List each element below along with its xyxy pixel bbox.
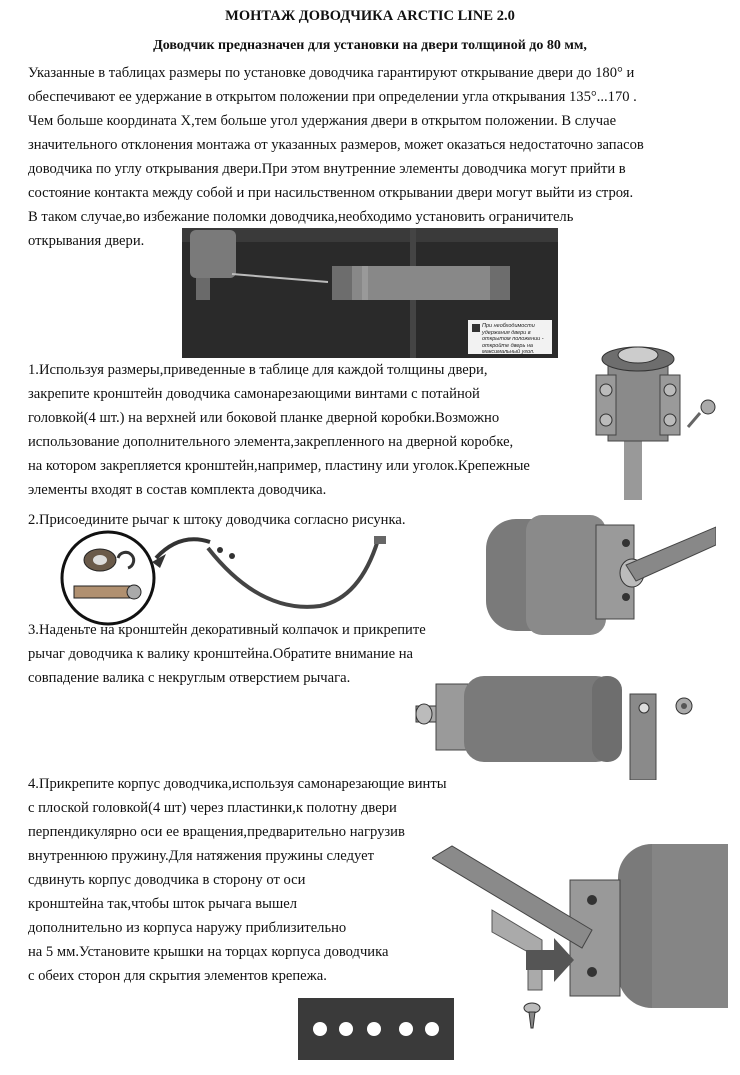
mounting-plate bbox=[298, 998, 454, 1060]
step1-line: на котором закрепляется кронштейн,например, пластину или уголок.Крепежные bbox=[28, 458, 530, 474]
intro-line: доводчика по углу открывания двери.При этом внутренние элементы доводчика могут прийти в bbox=[28, 161, 626, 177]
closer-body-mount-photo bbox=[432, 840, 728, 1010]
step4-line: 4.Прикрепите корпус доводчика,используя самонарезающие винты bbox=[28, 776, 447, 792]
page-title: МОНТАЖ ДОВОДЧИКА ARCTIC LINE 2.0 bbox=[225, 8, 515, 24]
intro-line: Чем больше координата Х,тем больше угол удержания двери в открытом положении. В случае bbox=[28, 113, 617, 129]
step3-line: совпадение валика с некруглым отверстием рычага. bbox=[28, 670, 351, 686]
intro-line: значительного отклонения монтажа от указанных размеров, может оказаться недостаточно запасов bbox=[28, 137, 644, 153]
intro-line: Указанные в таблицах размеры по установке доводчика гарантируют открывание двери до 180° и bbox=[28, 65, 635, 81]
step2-line: 2.Присоедините рычаг к штоку доводчика согласно рисунка. bbox=[28, 512, 406, 528]
intro-line: открывания двери. bbox=[28, 233, 145, 249]
step3-line: 3.Наденьте на кронштейн декоративный колпачок и прикрепите bbox=[28, 622, 426, 638]
page-subtitle: Доводчик предназначен для установки на двери толщиной до 80 мм, bbox=[153, 38, 587, 53]
step3-line: рычаг доводчика к валику кронштейна.Обратите внимание на bbox=[28, 646, 414, 662]
bracket-photo bbox=[578, 335, 728, 500]
step4-line: внутреннюю пружину.Для натяжения пружины следует bbox=[28, 848, 374, 864]
screw-icon bbox=[520, 1002, 544, 1030]
step1-line: 1.Используя размеры,приведенные в таблице для каждой толщины двери, bbox=[28, 362, 488, 378]
lever-attached-photo bbox=[486, 515, 716, 635]
step4-line: сдвинуть корпус доводчика в сторону от оси bbox=[28, 872, 306, 888]
door-closer-photo bbox=[182, 228, 558, 358]
step4-line: перпендикулярно оси ее вращения,предварительно нагрузив bbox=[28, 824, 405, 840]
step1-line: использование дополнительного элемента,закрепленного на дверной коробке, bbox=[28, 434, 514, 450]
step4-line: на 5 мм.Установите крышки на торцах корпуса доводчика bbox=[28, 944, 389, 960]
intro-line: обеспечивают ее удержание в открытом положении при определении угла открывания 135°...170 . bbox=[28, 89, 637, 105]
step4-line: с обеих сторон для скрытия элементов крепежа. bbox=[28, 968, 327, 984]
decorative-cap-photo bbox=[412, 660, 712, 780]
step4-line: дополнительно из корпуса наружу приблизительно bbox=[28, 920, 347, 936]
intro-line: состояние контакта между собой и при насильственном открывании двери могут выйти из строя. bbox=[28, 185, 634, 201]
step4-line: кронштейна так,чтобы шток рычага вышел bbox=[28, 896, 297, 912]
intro-line: В таком случае,во избежание поломки доводчика,необходимо установить ограничитель bbox=[28, 209, 574, 225]
step1-line: головкой(4 шт.) на верхней или боковой планке дверной коробки.Возможно bbox=[28, 410, 500, 426]
step1-line: закрепите кронштейн доводчика самонарезающими винтами с потайной bbox=[28, 386, 480, 402]
door-sticker-text: При необходимости удержания двери в открытом положении - откройте дверь на максимальный угол. bbox=[482, 323, 544, 355]
step1-line: элементы входят в состав комплекта доводчика. bbox=[28, 482, 327, 498]
lever-parts-diagram bbox=[60, 528, 390, 628]
step4-line: с плоской головкой(4 шт) через пластинки,к полотну двери bbox=[28, 800, 397, 816]
